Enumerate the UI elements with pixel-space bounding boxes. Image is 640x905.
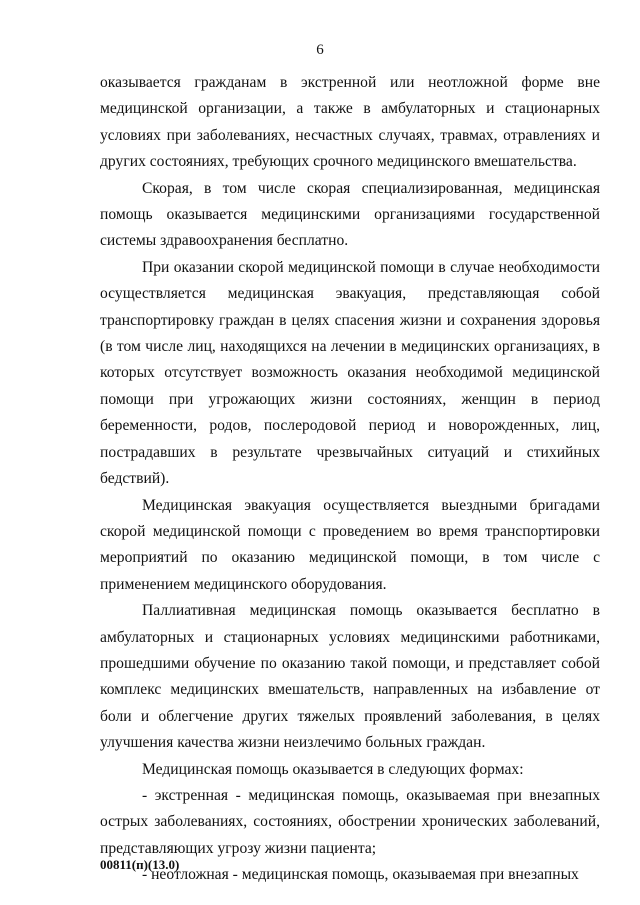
paragraph-6: Медицинская помощь оказывается в следующих формах: xyxy=(142,760,524,778)
list-item-emergency: - экстренная - медицинская помощь, оказываемая при внезапных острых заболеваниях, состояниях, обострении хронических заболеваний, представляющих угрозу жизни пациента; xyxy=(100,786,600,857)
list-item-urgent: - неотложная - медицинская помощь, оказываемая при внезапных xyxy=(142,866,579,884)
paragraph-4: Медицинская эвакуация осуществляется выездными бригадами скорой медицинской помощи с проведением во время транспортировки мероприятий по оказанию медицинской помощи, в том числе с применением медицинского оборудования. xyxy=(100,496,600,593)
page-number: 6 xyxy=(316,42,324,58)
paragraph-2: Скорая, в том числе скорая специализированная, медицинская помощь оказывается медицинскими организациями государственной системы здравоохранения бесплатно. xyxy=(100,179,600,250)
paragraph-3: При оказании скорой медицинской помощи в случае необходимости осуществляется медицинская эвакуация, представляющая собой транспортировку граждан в целях спасения жизни и сохранения здоровья (в том числе лиц, находящихся на лечении в медицинских организациях, в которых отсутствует возможность оказания необходимой медицинской помощи при угрожающих жизни состояниях, женщин в период беременности, родов, послеродовой период и новорожденных, лиц, пострадавших в результате чрезвычайных ситуаций и стихийных бедствий). xyxy=(100,258,600,488)
body-text xyxy=(100,70,600,889)
footer-document-code: 00811(п)(13.0) xyxy=(100,857,180,872)
paragraph-1: оказывается гражданам в экстренной или неотложной форме вне медицинской организации, а также в амбулаторных и стационарных условиях при заболеваниях, несчастных случаях, травмах, отравлениях и других состояниях, требующих срочного медицинского вмешательства. xyxy=(100,74,600,171)
paragraph-5: Паллиативная медицинская помощь оказывается бесплатно в амбулаторных и стационарных условиях медицинскими работниками, прошедшими обучение по оказанию такой помощи, и представляет собой комплекс медицинских вмешательств, направленных на избавление от боли и облегчение других тяжелых проявлений заболевания, в целях улучшения качества жизни неизлечимо больных граждан. xyxy=(100,602,600,752)
